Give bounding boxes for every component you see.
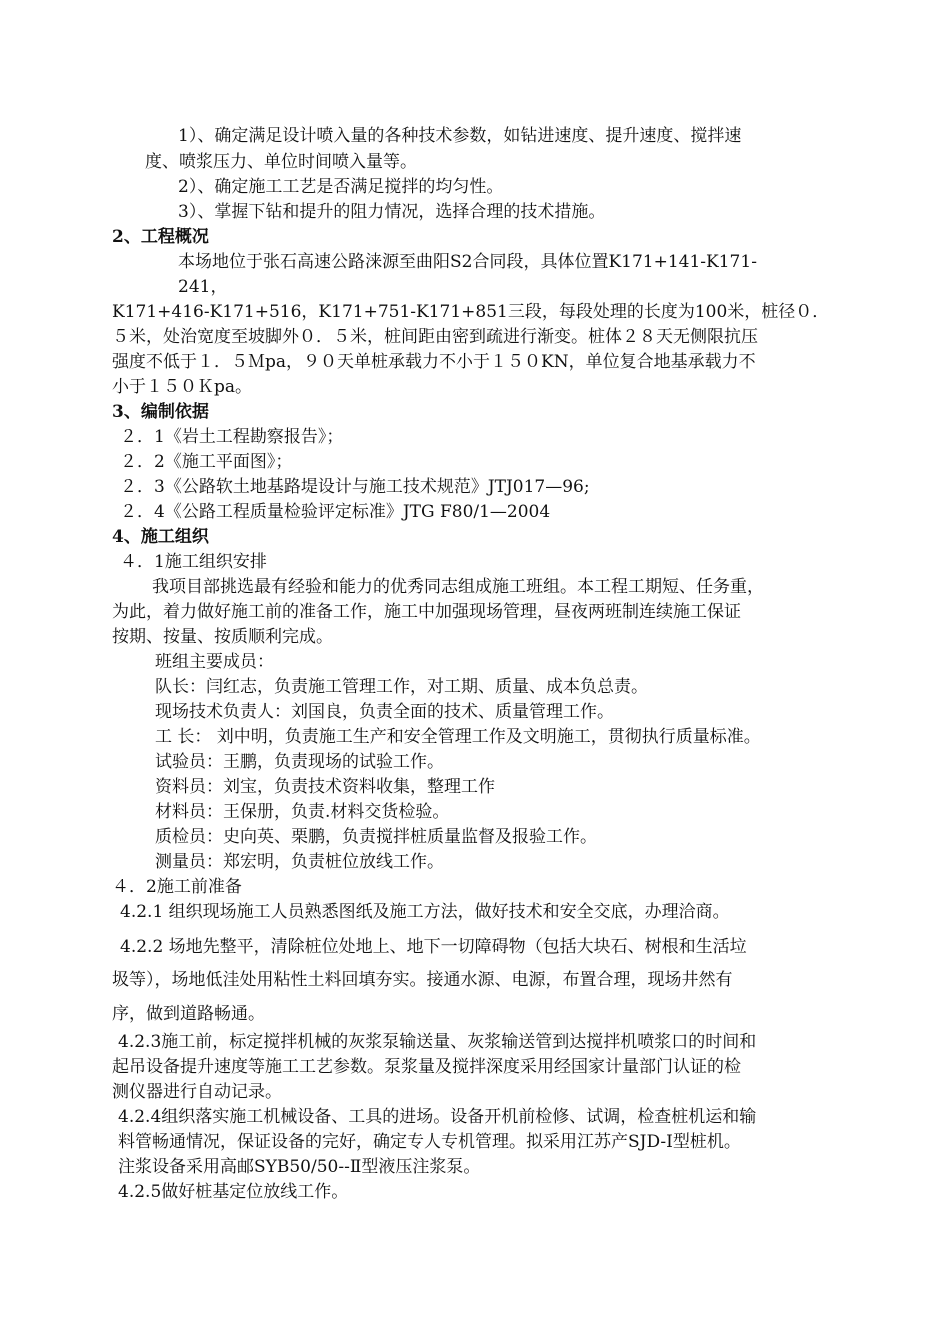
text-line: 3）、掌握下钻和提升的阻力情况，选择合理的技术措施。 — [178, 202, 606, 222]
reference-item: ２．4《公路工程质量检验评定标准》JTG F80/1—2004 — [120, 502, 551, 522]
text-line: 为此，着力做好施工前的准备工作，施工中加强现场管理，昼夜两班制连续施工保证 — [112, 602, 741, 622]
text-line: 4.2.5做好桩基定位放线工作。 — [118, 1182, 349, 1202]
text-line: 起吊设备提升速度等施工工艺参数。泵浆量及搅拌深度采用经国家计量部门认证的检 — [112, 1057, 741, 1077]
text-line: 测仪器进行自动记录。 — [112, 1082, 282, 1102]
text-line: 4.2.2 场地先整平，清除桩位处地上、地下一切障碍物（包括大块石、树根和生活垃 — [120, 937, 747, 957]
reference-item: ２．2《施工平面图》； — [120, 452, 293, 472]
text-line: 注浆设备采用高邮SYB50/50--Ⅱ型液压注浆泵。 — [118, 1157, 481, 1177]
text-line: ５米，处治宽度至坡脚外０．５米，桩间距由密到疏进行渐变。桩体２８天无侧限抗压 — [112, 327, 758, 347]
text-line: 圾等），场地低洼处用粘性土料回填夯实。接通水源、电源，布置合理，现场井然有 — [112, 970, 733, 990]
text-line: 度、喷浆压力、单位时间喷入量等。 — [145, 152, 417, 172]
text-line: 小于１５０Ｋpa。 — [112, 377, 253, 397]
subsection-heading: ４．1施工组织安排 — [120, 552, 267, 572]
reference-item: ２．1《岩土工程勘察报告》； — [120, 427, 344, 447]
text-line: 1）、确定满足设计喷入量的各种技术参数，如钻进速度、提升速度、搅拌速 — [178, 126, 742, 146]
text-line: 本场地位于张石高速公路涞源至曲阳S2合同段，具体位置K171+141-K171- — [178, 252, 757, 272]
text-line: 4.2.4组织落实施工机械设备、工具的进场。设备开机前检修、试调，检查桩机运和输 — [118, 1107, 757, 1127]
team-member: 测量员：郑宏明，负责桩位放线工作。 — [155, 852, 444, 872]
text-line: 241， — [178, 277, 228, 297]
subsection-heading: ４．2施工前准备 — [112, 877, 242, 897]
team-member: 资料员：刘宝，负责技术资料收集，整理工作 — [155, 777, 495, 797]
text-line: 2）、确定施工工艺是否满足搅拌的均匀性。 — [178, 177, 504, 197]
text-line: 料管畅通情况，保证设备的完好，确定专人专机管理。拟采用江苏产SJD-I型桩机。 — [118, 1132, 741, 1152]
team-member: 材料员：王保册，负责.材料交货检验。 — [155, 802, 450, 822]
section-heading: 4、施工组织 — [112, 527, 209, 547]
section-heading: 2、工程概况 — [112, 227, 209, 247]
team-member: 质检员：史向英、栗鹏，负责搅拌桩质量监督及报验工作。 — [155, 827, 597, 847]
text-line: 我项目部挑选最有经验和能力的优秀同志组成施工班组。本工程工期短、任务重， — [152, 577, 764, 597]
team-member: 队长：闫红志，负责施工管理工作，对工期、质量、成本负总责。 — [155, 677, 648, 697]
text-line: 4.2.3施工前，标定搅拌机械的灰浆泵输送量、灰浆输送管到达搅拌机喷浆口的时间和 — [118, 1032, 757, 1052]
text-line: 强度不低于１．５Ｍpa，９０天单桩承载力不小于１５０KN，单位复合地基承载力不 — [112, 352, 756, 372]
text-line: 序，做到道路畅通。 — [112, 1004, 265, 1024]
text-line: 4.2.1 组织现场施工人员熟悉图纸及施工方法，做好技术和安全交底，办理洽商。 — [120, 902, 730, 922]
team-member: 试验员：王鹏，负责现场的试验工作。 — [155, 752, 444, 772]
section-heading: 3、编制依据 — [112, 402, 209, 422]
team-member: 现场技术负责人：刘国良，负责全面的技术、质量管理工作。 — [155, 702, 614, 722]
reference-item: ２．3《公路软土地基路堤设计与施工技术规范》JTJ017—96; — [120, 477, 590, 497]
team-member: 工 长： 刘中明，负责施工生产和安全管理工作及文明施工，贯彻执行质量标准。 — [155, 727, 761, 747]
text-line: 班组主要成员： — [155, 652, 274, 672]
text-line: 按期、按量、按质顺利完成。 — [112, 627, 333, 647]
text-line: K171+416-K171+516，K171+751-K171+851三段，每段处理的长度为100米，桩径０． — [112, 302, 830, 322]
